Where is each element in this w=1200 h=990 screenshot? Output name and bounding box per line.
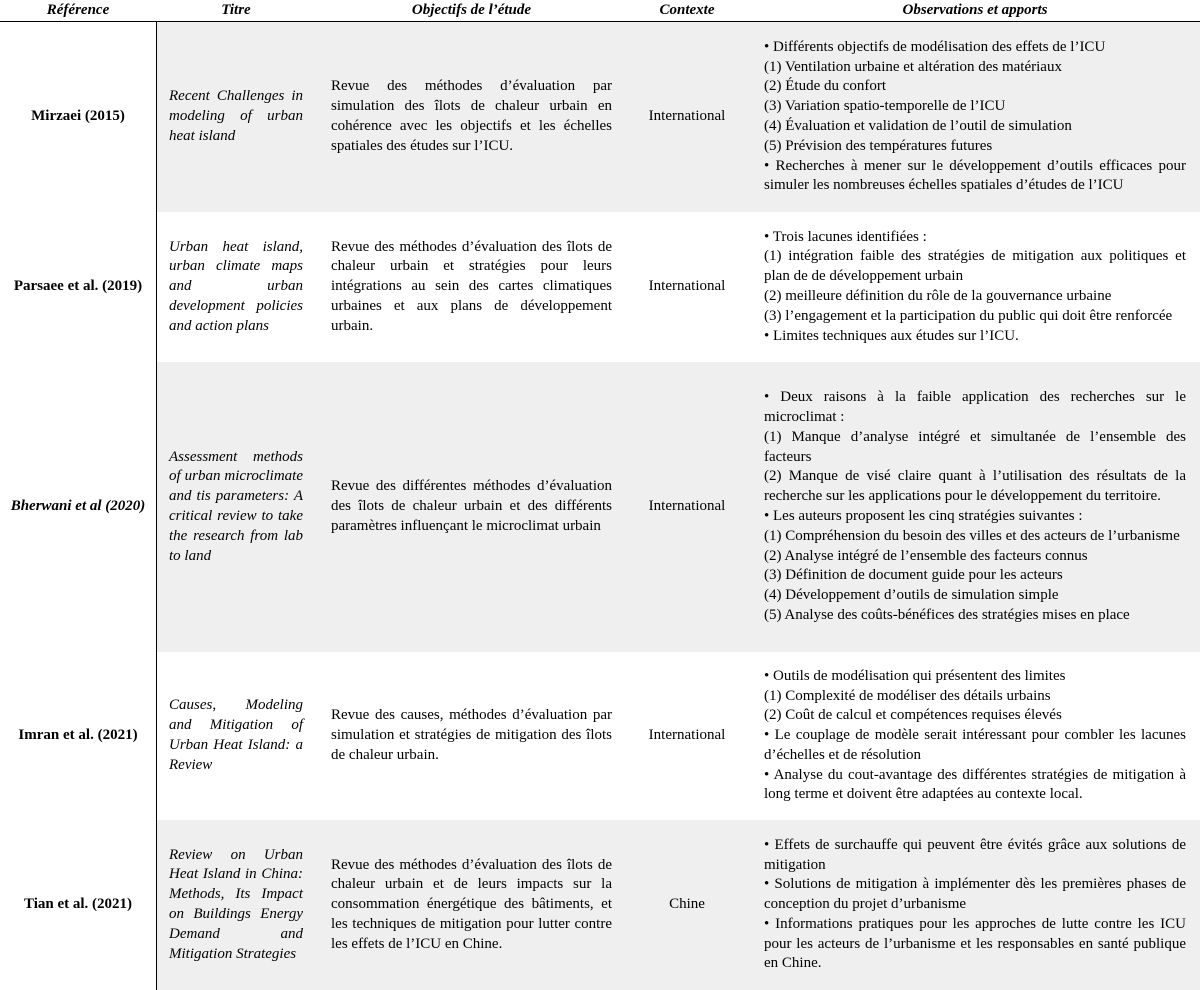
objectifs-text: Revue des méthodes d’évaluation des îlots de chaleur urbain et de leurs impacts sur la consommation énergétique des bâtiments, et les techniques de mitigation pour lutter contre les effets de l’ICU en Chine. [331,856,612,952]
observation-line: (1) Ventilation urbaine et altération des matériaux [764,58,1062,75]
observations-list [764,388,1186,626]
observation-line: (2) Étude du confort [764,78,887,95]
reference-cell [0,362,156,652]
table-row [0,362,1200,652]
observation-line: • Deux raisons à la faible application des recherches sur le microclimat : [764,389,1186,426]
objectifs-cell [331,22,612,212]
objectifs-cell [331,820,612,990]
observation-line: • Informations pratiques pour les approches de lutte contre les ICU pour les acteurs de l’urbanisme et les responsables en santé publique en Chine. [764,915,1186,972]
reference-cell [0,652,156,820]
reference-text: Tian et al. (2021) [23,896,133,913]
reference-text: Mirzaei (2015) [31,108,125,125]
observations-cell [764,362,1186,652]
observation-line: (1) Manque d’analyse intégré et simultanée de l’ensemble des facteurs [764,428,1186,465]
contexte-cell [632,212,742,362]
reference-text: Imran et al. (2021) [18,727,138,744]
observation-line: (1) Compréhension du besoin des villes et des acteurs de l’urbanisme [764,527,1180,544]
observation-line: • Effets de surchauffe qui peuvent être évités grâce aux solutions de mitigation [764,836,1186,873]
table-row [0,652,1200,820]
observations-list [764,836,1186,975]
header-objectifs: Objectifs de l’étude [411,2,532,18]
titre-text: Causes, Modeling and Mitigation of Urban Heat Island: a Review [169,697,303,773]
table-row [0,820,1200,990]
contexte-cell [632,22,742,212]
observation-line: • Outils de modélisation qui présentent des limites [764,667,1066,684]
contexte-cell [632,820,742,990]
observation-line: (3) l’engagement et la participation du public qui doit être renforcée [764,307,1173,324]
observation-line: • Recherches à mener sur le développement d’outils efficaces pour simuler les nombreuses échelles spatiales d’études de l’ICU [764,157,1186,194]
contexte-cell [632,362,742,652]
observations-list [764,667,1186,806]
objectifs-cell [331,212,612,362]
observation-line: (1) intégration faible des stratégies de mitigation aux politiques et plan de de développement urbain [764,248,1186,285]
observations-list [764,38,1186,196]
contexte-cell [632,652,742,820]
objectifs-text: Revue des causes, méthodes d’évaluation par simulation et stratégies de mitigation des îlots de chaleur urbain. [331,707,612,763]
observation-line: (2) Analyse intégré de l’ensemble des facteurs connus [764,547,1088,564]
titre-cell [169,22,303,212]
titre-text: Assessment methods of urban microclimate and tis parameters: A critical review to take the research from lab to land [169,448,303,564]
observation-line: (2) meilleure définition du rôle de la gouvernance urbaine [764,288,1112,304]
header-contexte: Contexte [659,2,715,18]
observations-cell [764,212,1186,362]
header-titre: Titre [221,2,251,18]
observation-line: • Les auteurs proposent les cinq stratégies suivantes : [764,508,1083,524]
titre-text: Recent Challenges in modeling of urban heat island [169,88,303,144]
titre-cell [169,362,303,652]
observation-line: • Différents objectifs de modélisation des effets de l’ICU [764,38,1106,55]
table-row [0,212,1200,362]
observations-cell [764,652,1186,820]
reference-cell [0,212,156,362]
contexte-text: Chine [669,896,705,913]
observation-line: (5) Prévision des températures futures [764,137,993,154]
reference-text: Parsaee et al. (2019) [13,278,143,295]
reference-cell [0,820,156,990]
titre-cell [169,820,303,990]
observation-line: (4) Développement d’outils de simulation simple [764,587,1059,604]
objectifs-cell [331,652,612,820]
observation-line: (1) Complexité de modéliser des détails urbains [764,687,1051,704]
header-reference: Référence [46,2,110,18]
observation-line: (3) Variation spatio-temporelle de l’ICU [764,98,1006,115]
titre-cell [169,212,303,362]
observation-line: (4) Évaluation et validation de l’outil de simulation [764,118,1072,134]
observation-line: • Trois lacunes identifiées : [764,228,927,245]
objectifs-text: Revue des différentes méthodes d’évaluation des îlots de chaleur urbain et des différents paramètres influençant le microclimat urbain [331,478,612,534]
observation-line: (5) Analyse des coûts-bénéfices des stratégies mises en place [764,606,1130,623]
observations-list [764,228,1186,347]
reference-text: Bherwani et al (2020) [10,498,146,515]
table-row [0,22,1200,212]
observation-line: • Limites techniques aux études sur l’ICU. [764,327,1019,344]
objectifs-text: Revue des méthodes d’évaluation par simulation des îlots de chaleur urbain en cohérence avec les objectifs et les échelles spatiales des études sur l’ICU. [331,78,612,154]
observations-cell [764,22,1186,212]
titre-cell [169,652,303,820]
contexte-text: International [648,278,726,295]
header-observations: Observations et apports [902,2,1048,18]
titre-text: Urban heat island, urban climate maps and urban development policies and action plans [169,238,303,334]
contexte-text: International [648,108,726,125]
reference-cell [0,22,156,212]
objectifs-text: Revue des méthodes d’évaluation des îlots de chaleur urbain et stratégies pour leurs intégrations au sein des cartes climatiques urbaines et aux plans de développement urbain. [331,238,612,334]
objectifs-cell [331,362,612,652]
observations-cell [764,820,1186,990]
observation-line: • Solutions de mitigation à implémenter dès les premières phases de conception du projet d’urbanisme [764,876,1186,913]
titre-text: Review on Urban Heat Island in China: Methods, Its Impact on Buildings Energy Demand and Mitigation Strategies [169,846,303,962]
table-header [0,0,1200,22]
contexte-text: International [648,498,726,515]
observation-line: (2) Manque de visé claire quant à l’utilisation des résultats de la recherche sur les applications pour le développement du territoire. [764,468,1186,505]
observation-line: (3) Définition de document guide pour les acteurs [764,567,1063,584]
contexte-text: International [648,727,726,744]
observation-line: (2) Coût de calcul et compétences requises élevés [764,707,1062,724]
reference-column-divider [156,22,157,990]
observation-line: • Analyse du cout-avantage des différentes stratégies de mitigation à long terme et doivent être adaptées au contexte local. [764,766,1186,803]
observation-line: • Le couplage de modèle serait intéressant pour combler les lacunes d’échelles et de résolution [764,727,1186,763]
